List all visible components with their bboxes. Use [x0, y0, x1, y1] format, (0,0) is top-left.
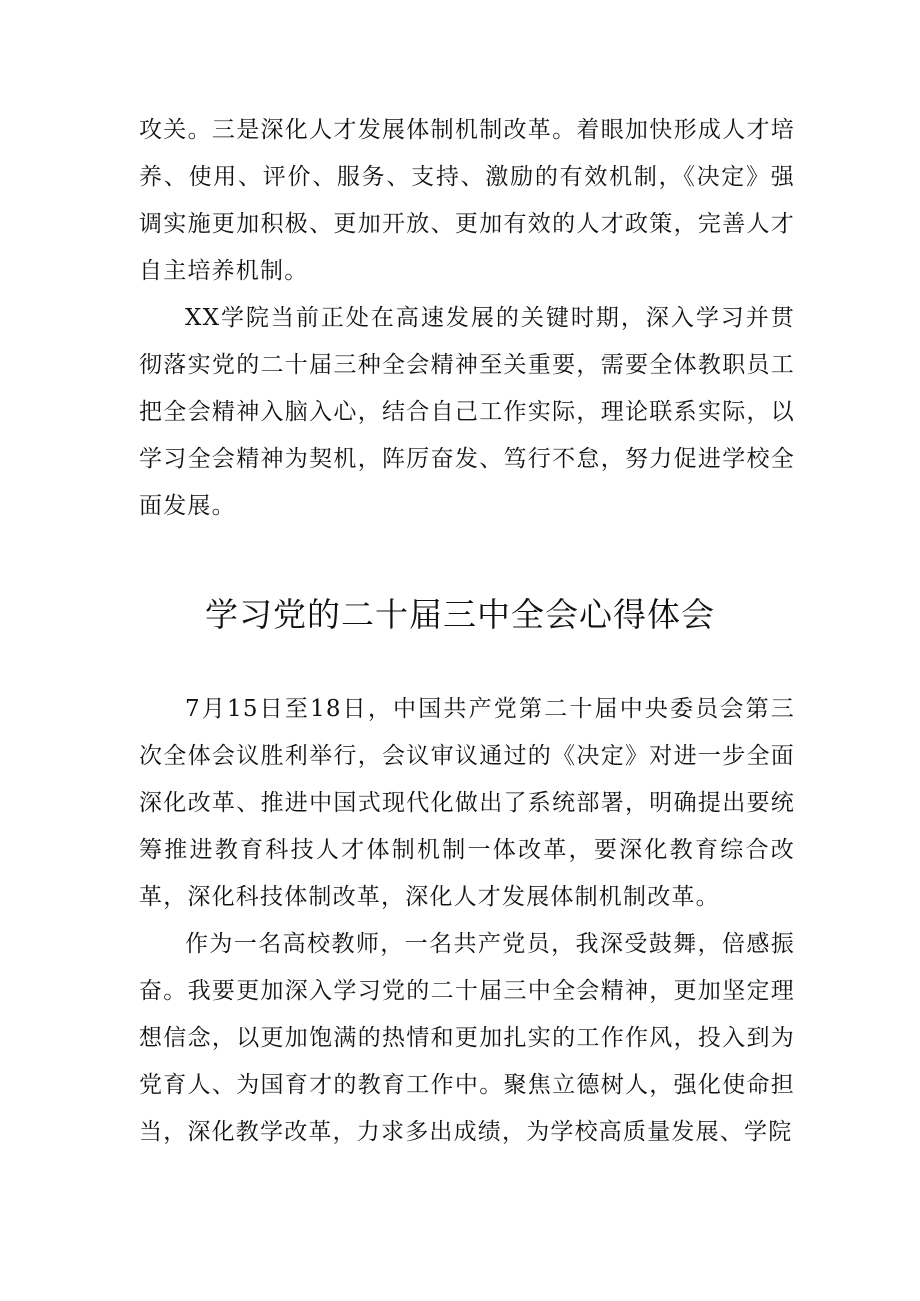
paragraph-continued: 攻关。三是深化人才发展体制机制改革。着眼加快形成人才培养、使用、评价、服务、支持、激励的有效机制，《决定》强调实施更加积极、更加开放、更加有效的人才政策，完善人才自主培养机制。 — [139, 117, 795, 284]
paragraph-teacher-reflection: 作为一名高校教师，一名共产党员，我深受鼓舞，倍感振奋。我要更加深入学习党的二十届三中全会精神，更加坚定理想信念，以更加饱满的热情和更加扎实的工作作风，投入到为党育人、为国育才的教育工作中。聚焦立德树人，强化使命担当，深化教学改革，力求多出成绩，为学校高质量发展、学院 — [139, 931, 795, 1145]
article-title: 学习党的二十届三中全会心得体会 — [205, 595, 715, 634]
continued-section — [139, 107, 795, 530]
article-body — [139, 686, 795, 1156]
paragraph-college: XX学院当前正处在高速发展的关键时期，深入学习并贯彻落实党的二十届三种全会精神至关重要，需要全体教职员工把全会精神入脑入心，结合自己工作实际，理论联系实际，以学习全会精神为契机，阵厉奋发、笃行不怠，努力促进学校全面发展。 — [139, 305, 795, 519]
paragraph-plenum-summary: 7月15日至18日，中国共产党第二十届中央委员会第三次全体会议胜利举行，会议审议通过的《决定》对进一步全面深化改革、推进中国式现代化做出了系统部署，明确提出要统筹推进教育科技人才体制机制一体改革，要深化教育综合改革，深化科技体制改革，深化人才发展体制机制改革。 — [139, 696, 795, 910]
